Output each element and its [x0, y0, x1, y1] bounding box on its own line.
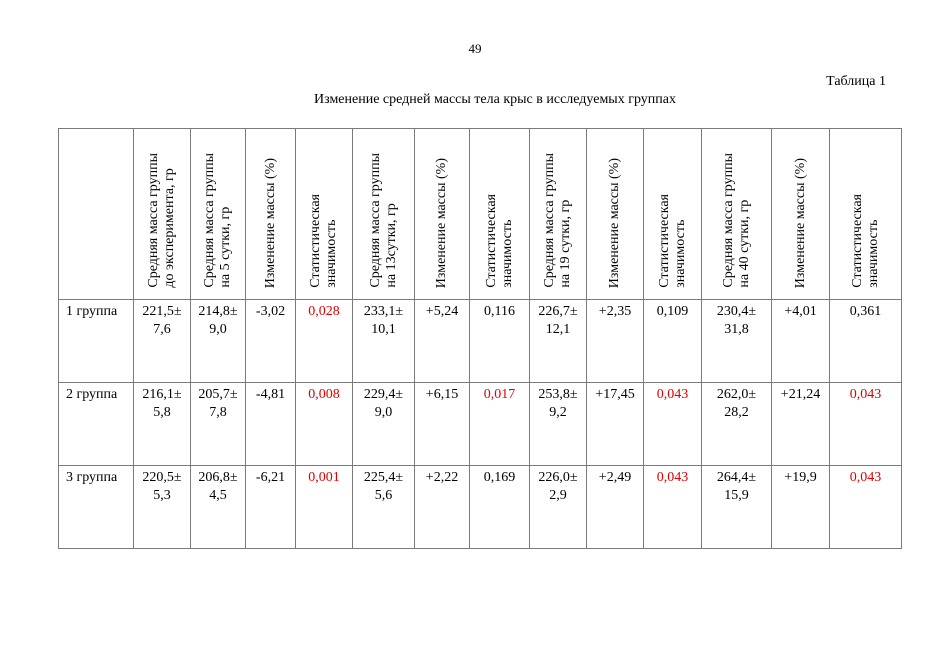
header-label: Изменение массы (%)	[434, 157, 449, 288]
change-day40-cell: +21,24	[772, 383, 830, 466]
significance-day5-cell: 0,028	[296, 300, 353, 383]
mass-day19-cell: 253,8± 9,2	[530, 383, 587, 466]
significance-day5-cell: 0,008	[296, 383, 353, 466]
header-significance-day40	[830, 129, 902, 300]
header-label: Статистическая значимость	[483, 194, 515, 288]
mass-day13-cell: 225,4± 5,6	[353, 466, 415, 549]
change-day5-cell: -6,21	[246, 466, 296, 549]
mass-day19-cell: 226,0± 2,9	[530, 466, 587, 549]
header-label: Средняя масса группы на 13сутки, гр	[367, 153, 399, 288]
change-day5-cell: -4,81	[246, 383, 296, 466]
group-cell: 2 группа	[59, 383, 134, 466]
header-label: Статистическая значимость	[849, 194, 881, 288]
header-corner	[59, 129, 134, 300]
header-change-day19	[587, 129, 644, 300]
table-row	[59, 383, 902, 466]
change-day13-cell: +6,15	[415, 383, 470, 466]
header-change-day40	[772, 129, 830, 300]
mass-day5-cell: 206,8± 4,5	[191, 466, 246, 549]
significance-day40-cell: 0,043	[830, 466, 902, 549]
table-row	[59, 466, 902, 549]
header-label: Средняя масса группы на 40 сутки, гр	[720, 153, 752, 288]
group-cell: 1 группа	[59, 300, 134, 383]
header-mass-before	[134, 129, 191, 300]
change-day40-cell: +4,01	[772, 300, 830, 383]
change-day19-cell: +2,35	[587, 300, 644, 383]
significance-day5-cell: 0,001	[296, 466, 353, 549]
header-change-day13	[415, 129, 470, 300]
group-cell: 3 группа	[59, 466, 134, 549]
mass-day40-cell: 264,4± 15,9	[702, 466, 772, 549]
change-day40-cell: +19,9	[772, 466, 830, 549]
change-day13-cell: +2,22	[415, 466, 470, 549]
header-label: Статистическая значимость	[308, 194, 339, 288]
mass-before-cell: 220,5± 5,3	[134, 466, 191, 549]
change-day19-cell: +17,45	[587, 383, 644, 466]
header-label: Изменение массы (%)	[792, 157, 808, 288]
mass-day13-cell: 229,4± 9,0	[353, 383, 415, 466]
header-label: Изменение массы (%)	[262, 157, 278, 288]
significance-day13-cell: 0,116	[470, 300, 530, 383]
change-day5-cell: -3,02	[246, 300, 296, 383]
table-title: Изменение средней массы тела крыс в исследуемых группах	[314, 92, 676, 107]
header-label: Статистическая значимость	[656, 194, 688, 288]
header-label: Средняя масса группы до эксперимента, гр	[146, 153, 177, 288]
header-mass-day5	[191, 129, 246, 300]
mass-day40-cell: 262,0± 28,2	[702, 383, 772, 466]
significance-day19-cell: 0,043	[644, 466, 702, 549]
change-day13-cell: +5,24	[415, 300, 470, 383]
header-significance-day5	[296, 129, 353, 300]
mass-day40-cell: 230,4± 31,8	[702, 300, 772, 383]
mass-before-cell: 216,1± 5,8	[134, 383, 191, 466]
mass-day13-cell: 233,1± 10,1	[353, 300, 415, 383]
significance-day13-cell: 0,017	[470, 383, 530, 466]
mass-day5-cell: 205,7± 7,8	[191, 383, 246, 466]
significance-day19-cell: 0,043	[644, 383, 702, 466]
header-row	[59, 129, 902, 300]
header-significance-day19	[644, 129, 702, 300]
header-label: Изменение массы (%)	[607, 157, 622, 288]
change-day19-cell: +2,49	[587, 466, 644, 549]
mass-day5-cell: 214,8± 9,0	[191, 300, 246, 383]
significance-day19-cell: 0,109	[644, 300, 702, 383]
header-change-day5	[246, 129, 296, 300]
body-mass-table	[58, 128, 902, 549]
header-mass-day19	[530, 129, 587, 300]
page-number: 49	[468, 41, 482, 56]
header-significance-day13	[470, 129, 530, 300]
table-label: Таблица 1	[826, 74, 886, 89]
significance-day40-cell: 0,043	[830, 383, 902, 466]
mass-day19-cell: 226,7± 12,1	[530, 300, 587, 383]
header-mass-day13	[353, 129, 415, 300]
table-row	[59, 300, 902, 383]
header-label: Средняя масса группы на 5 сутки, гр	[202, 153, 233, 288]
header-mass-day40	[702, 129, 772, 300]
significance-day13-cell: 0,169	[470, 466, 530, 549]
header-label: Средняя масса группы на 19 сутки, гр	[542, 153, 573, 288]
mass-before-cell: 221,5± 7,6	[134, 300, 191, 383]
significance-day40-cell: 0,361	[830, 300, 902, 383]
